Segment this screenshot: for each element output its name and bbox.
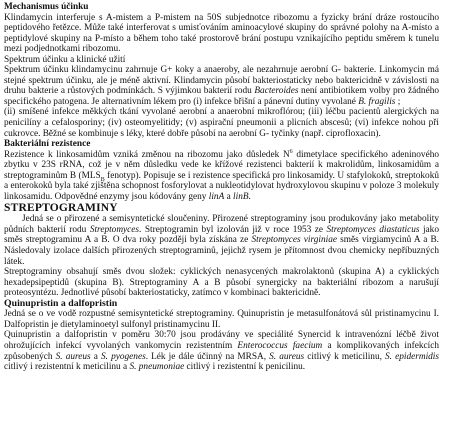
section-heading-streptogramins: STREPTOGRAMINY xyxy=(4,202,118,215)
paragraph-spectrum: Spektrum účinku klindamycinu zahrnuje G+ koky a anaeroby, ale nezahrnuje aerobní G- bakterie. Linkomycin má stejné spektrum účinku, ale je méně aktivní. Klindamycin působí bakteriostaticky nebo baktericidně v závislosti na druhu bakterie a růstových podmínkách. S výjimkou bakterií rodu Bacteroides není antibiotikem volby pro žádného specifického patogena. Je alternativním lékem pro (i) infekce břišní a pánevní dutiny vyvolané B. fragilis ; xyxy=(4,65,439,107)
paragraph-quinupristin-chemistry: Jedná se o ve vodě rozpustné semisyntetické streptograminy. Quinupristin je metasulfonátová sůl pristinamycinu I. Dalfopristin je dietylaminoetyl sulfonyl pristinamycinu II. xyxy=(4,309,439,330)
paragraph-indications: (ii) smíšené infekce měkkých tkání vyvolané aerobní a anaerobní mikroflórou; (iii) léčbu pacientů alergických na penicilíny a cefalosporiny; (iv) osteomyelitidy; (v) aspirační pneumonii a plicních abscesů; (vi) infekce nohou při cukrovce. Běžné se kombinuje s léky, které dobře působí na aerobní G- tyčinky (např. ciprofloxacin). xyxy=(4,107,439,139)
paragraph-resistance: Rezistence k linkosamidům vzniká změnou na ribozomu jako důsledek $N^6$ dimetylace specifického adeninového zbytku v 23S rRNA, což je v něm důsledku vede ke křížové rezistenci bakterií k makrolidům, linkosamidům a streptograminům B ($MLS_B$ fenotyp). Popisuje se i rezistence specifická pro linkosamidy. U stafylokoků, streptokoků a enterokoků byla také zjištěna schopnost fosforylovat a nukleotidylovat hydroxylovou skupinu v poloze 3 molekuly linkosamidu. Odpovědné enzymy jsou kódovány geny linA a linB. xyxy=(4,148,439,202)
section-heading-resistance: Bakteriální rezistence xyxy=(4,139,91,150)
section-heading-mechanism: Mechanismus účinku xyxy=(4,2,89,12)
paragraph-streptogramins-origin: Jedná se o přirozené a semisyntetické sloučeniny. Přirozené streptograminy jsou produkovány jako metabolity půdních bakterií rodu Streptomyces. Streptogramin byl izolován již v roce 1953 ze Streptomyces diastaticus jako směs streptograminu A a B. O dva roky později byla získána ze Streptomyces virginiae směs virgiamycinů A a B. Následovaly izolace dalších přirozených streptograminů, jejichž rysem je přítomnost dvou chemicky nepříbuzných látek. xyxy=(4,214,439,267)
paragraph-quinupristin-use: Quinupristin a dalfopristin v poměru 30:70 jsou prodávány ve speciálité Synercid k intravenózní léčbě život ohrožujících infekcí vyvolaných vankomycin rezistentním Enterococcus faecium a komplikovaných infekcích způsobených S. aureus a S. pyogenes. Lék je dále účinný na MRSA, S. aureus citlivý k meticilinu, S. epidermidis citlivý i rezistentní k meticilinu a S. pneumoniae citlivý i rezistentní k penicilinu. xyxy=(4,330,440,373)
section-heading-quinupristin: Quinupristin a dalfopristin xyxy=(4,297,118,309)
paragraph-streptogramins-composition: Streptograminy obsahují směs dvou složek: cyklických nenasycených makrolaktonů (skupina A) a cyklických hexadepsipeptidů (skupina B). Streptograminy A a B působí synergicky na bakteriální ribozom a narušují proteosyntézu. Jednotlivé působí bakteriostaticky, zatímco v kombinaci baktericidně. xyxy=(4,267,439,299)
paragraph-mechanism: Klindamycin interferuje s A-mistem a P-mistem na 50S subjednotce ribozomu a fyzicky brání dráze rostoucího peptidového řetězce. Může také interferovat s umisťováním aminoacylové skupiny do správné polohy na A-místo a peptidylové skupiny na P-místo a během toho také prostorově brání postupu vznikajícího peptidu směrem k tunelu mezi podjednotkami ribozomu. xyxy=(4,12,439,55)
subheading-spectrum: Spektrum účinku a klinické užití xyxy=(4,54,126,65)
